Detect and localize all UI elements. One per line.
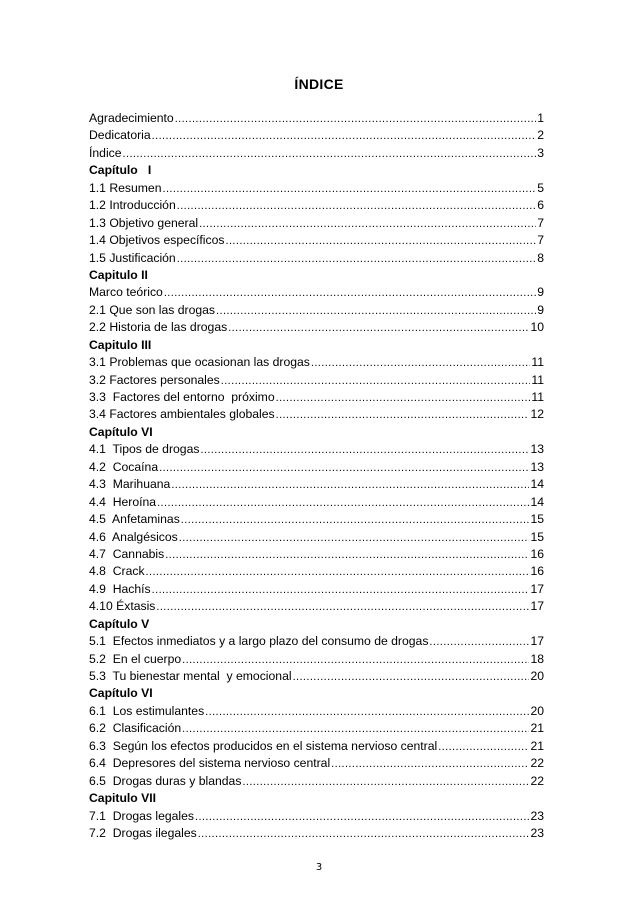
- dot-leader: [199, 216, 536, 232]
- entry-title: 7.1 Drogas legales: [89, 808, 195, 823]
- chapter-title: Capítulo V: [89, 616, 150, 631]
- entry-page-number: 12: [530, 407, 544, 422]
- toc-entry: [89, 511, 544, 528]
- toc-entry: [89, 197, 544, 214]
- entry-title: 1.3 Objetivo general: [89, 215, 199, 230]
- entry-title: 4.7 Cannabis: [89, 546, 165, 561]
- entry-title: 1.1 Resumen: [89, 180, 162, 195]
- toc-chapter-heading: [89, 424, 544, 441]
- entry-page-number: 1: [537, 111, 544, 125]
- dot-leader: [221, 373, 531, 389]
- dot-leader: [182, 721, 529, 737]
- entry-title: 3.3 Factores del entorno próximo: [89, 390, 275, 404]
- entry-title: 6.5 Drogas duras y blandas: [89, 773, 242, 788]
- toc-entry: [89, 459, 544, 476]
- toc-entry: [89, 110, 544, 127]
- entry-title: 3.4 Factores ambientales globales: [89, 407, 275, 422]
- entry-page-number: 16: [530, 564, 544, 579]
- entry-page-number: 3: [537, 145, 544, 160]
- toc-entry: [89, 703, 544, 720]
- dot-leader: [159, 460, 529, 476]
- entry-page-number: 7: [537, 233, 544, 248]
- toc-entry: [89, 738, 544, 755]
- dot-leader: [205, 704, 529, 720]
- dot-leader: [157, 495, 529, 511]
- dot-leader: [181, 512, 530, 528]
- toc-entry: [89, 406, 544, 423]
- toc-chapter-heading: [89, 162, 544, 179]
- entry-page-number: 7: [537, 215, 544, 230]
- entry-page-number: 23: [530, 825, 544, 840]
- entry-page-number: 5: [537, 180, 544, 195]
- entry-page-number: 14: [530, 494, 544, 509]
- entry-page-number: 21: [530, 738, 544, 753]
- entry-page-number: 22: [530, 773, 544, 788]
- entry-title: 3.1 Problemas que ocasionan las drogas: [89, 355, 310, 370]
- toc-entry: [89, 808, 544, 825]
- entry-page-number: 20: [530, 669, 544, 683]
- entry-page-number: 13: [530, 442, 544, 457]
- entry-page-number: 11: [531, 390, 544, 404]
- toc-entry: [89, 284, 544, 301]
- toc-entry: [89, 476, 544, 493]
- dot-leader: [163, 181, 537, 197]
- toc-entry: [89, 633, 544, 650]
- toc-chapter-heading: [89, 616, 544, 633]
- entry-page-number: 23: [530, 808, 544, 823]
- toc-entry: [89, 529, 544, 546]
- entry-title: 6.1 Los estimulantes: [89, 703, 205, 718]
- dot-leader: [175, 111, 537, 127]
- entry-page-number: 13: [530, 459, 544, 474]
- toc-chapter-heading: [89, 790, 544, 807]
- dot-leader: [293, 669, 530, 685]
- footer-page-number: 3: [315, 862, 323, 873]
- entry-title: 4.3 Marihuana: [89, 477, 171, 492]
- dot-leader: [123, 146, 537, 162]
- entry-title: 4.9 Hachís: [89, 581, 151, 596]
- toc-entry: [89, 302, 544, 319]
- dot-leader: [198, 826, 530, 842]
- dot-leader: [216, 303, 536, 319]
- toc-entry: [89, 546, 544, 563]
- entry-title: 7.2 Drogas ilegales: [89, 825, 197, 840]
- toc-entry: [89, 563, 544, 580]
- dot-leader: [177, 251, 537, 267]
- entry-page-number: 11: [531, 372, 544, 387]
- toc-entry: [89, 755, 544, 772]
- toc-chapter-heading: [89, 685, 544, 702]
- entry-page-number: 2: [537, 128, 544, 143]
- dot-leader: [182, 652, 529, 668]
- entry-title: 4.4 Heroína: [89, 494, 157, 509]
- chapter-title: Capitulo VII: [89, 791, 157, 806]
- toc-entry: [89, 232, 544, 249]
- dot-leader: [171, 477, 529, 493]
- entry-title: 4.2 Cocaína: [89, 459, 159, 474]
- entry-page-number: 14: [530, 477, 544, 492]
- toc-entry: [89, 494, 544, 511]
- toc-entry: [89, 354, 544, 371]
- entry-title: 1.5 Justificación: [89, 250, 176, 265]
- page-title: ÍNDICE: [294, 76, 344, 92]
- dot-leader: [164, 285, 536, 301]
- dot-leader: [146, 564, 530, 580]
- entry-title: Índice: [89, 145, 122, 160]
- entry-page-number: 17: [530, 599, 544, 614]
- dot-leader: [438, 739, 529, 755]
- dot-leader: [156, 599, 529, 615]
- entry-title: 5.3 Tu bienestar mental y emocional: [89, 669, 292, 683]
- toc-entry: [89, 825, 544, 842]
- entry-title: 6.3 Según los efectos producidos en el sistema nervioso central: [89, 738, 438, 753]
- toc-entry: [89, 773, 544, 790]
- toc-entry: [89, 145, 544, 162]
- entry-title: 6.4 Depresores del sistema nervioso central: [89, 756, 331, 771]
- chapter-title: Capítulo VI: [89, 686, 153, 701]
- entry-title: 3.2 Factores personales: [89, 372, 220, 387]
- dot-leader: [226, 233, 537, 249]
- toc-entry: [89, 215, 544, 232]
- dot-leader: [276, 390, 531, 406]
- toc-chapter-heading: [89, 337, 544, 354]
- entry-title: 4.1 Tipos de drogas: [89, 442, 200, 457]
- entry-title: 1.2 Introducción: [89, 198, 176, 213]
- dot-leader: [195, 809, 529, 825]
- dot-leader: [152, 128, 537, 144]
- entry-page-number: 6: [537, 198, 544, 213]
- toc-entry: [89, 720, 544, 737]
- chapter-title: Capitulo II: [89, 267, 148, 282]
- dot-leader: [177, 198, 536, 214]
- entry-title: Agradecimiento: [89, 111, 174, 125]
- entry-title: 5.2 En el cuerpo: [89, 651, 182, 666]
- toc-entry: [89, 581, 544, 598]
- entry-page-number: 10: [530, 320, 544, 335]
- table-of-contents: [89, 110, 544, 842]
- entry-page-number: 11: [531, 355, 544, 370]
- entry-title: 6.2 Clasificación: [89, 721, 182, 736]
- entry-page-number: 9: [537, 285, 544, 300]
- entry-page-number: 16: [530, 546, 544, 561]
- toc-chapter-heading: [89, 267, 544, 284]
- entry-title: Marco teórico: [89, 285, 163, 300]
- chapter-title: Capítulo I: [89, 163, 152, 178]
- entry-page-number: 15: [530, 512, 544, 527]
- dot-leader: [242, 774, 529, 790]
- entry-title: 5.1 Efectos inmediatos y a largo plazo del consumo de drogas: [89, 634, 429, 649]
- entry-page-number: 22: [530, 756, 544, 771]
- entry-page-number: 9: [537, 302, 544, 317]
- toc-entry: [89, 389, 544, 406]
- dot-leader: [276, 407, 530, 423]
- entry-title: 1.4 Objetivos específicos: [89, 233, 225, 248]
- entry-page-number: 21: [530, 721, 544, 736]
- entry-page-number: 17: [530, 581, 544, 596]
- entry-page-number: 8: [537, 250, 544, 265]
- entry-title: 2.2 Historia de las drogas: [89, 320, 228, 335]
- entry-title: 4.10 Éxtasis: [89, 599, 156, 614]
- entry-page-number: 20: [530, 703, 544, 718]
- entry-title: 2.1 Que son las drogas: [89, 302, 216, 317]
- toc-entry: [89, 372, 544, 389]
- entry-page-number: 18: [530, 651, 544, 666]
- toc-entry: [89, 651, 544, 668]
- toc-entry: [89, 668, 544, 685]
- entry-page-number: 17: [530, 634, 544, 649]
- dot-leader: [200, 442, 529, 458]
- entry-title: Dedicatoria: [89, 128, 151, 143]
- dot-leader: [228, 320, 529, 336]
- toc-entry: [89, 180, 544, 197]
- chapter-title: Capítulo VI: [89, 424, 153, 439]
- dot-leader: [311, 355, 530, 371]
- dot-leader: [429, 634, 529, 650]
- toc-entry: [89, 250, 544, 267]
- dot-leader: [165, 547, 529, 563]
- dot-leader: [152, 582, 530, 598]
- toc-entry: [89, 319, 544, 336]
- entry-title: 4.6 Analgésicos: [89, 529, 178, 544]
- entry-title: 4.5 Anfetaminas: [89, 512, 180, 527]
- chapter-title: Capitulo III: [89, 337, 152, 352]
- dot-leader: [179, 530, 530, 546]
- toc-entry: [89, 127, 544, 144]
- entry-title: 4.8 Crack: [89, 564, 145, 579]
- toc-entry: [89, 598, 544, 615]
- toc-entry: [89, 441, 544, 458]
- entry-page-number: 15: [530, 529, 544, 544]
- dot-leader: [331, 756, 529, 772]
